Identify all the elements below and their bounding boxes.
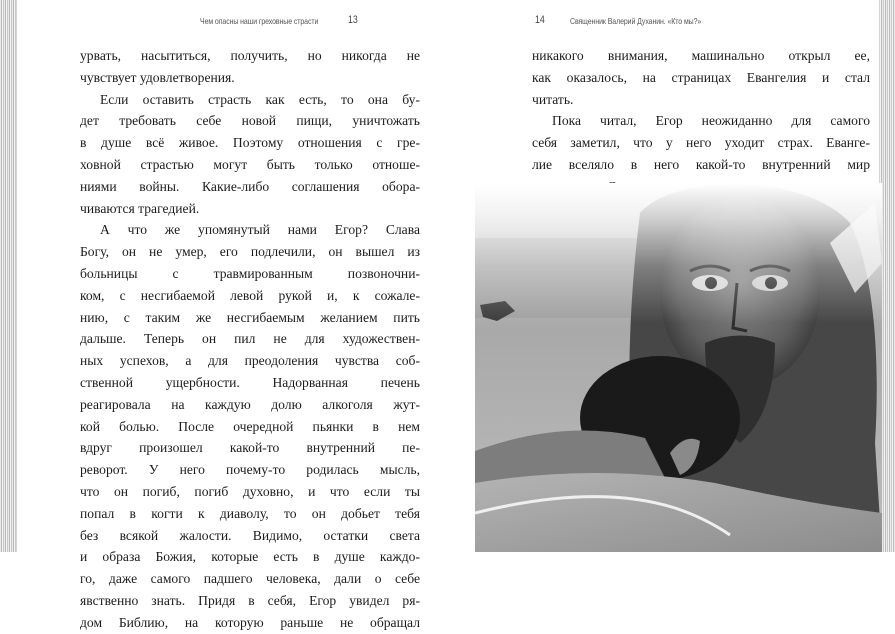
text-line: ком, с несгибаемой левой рукой и, к сожале-: [80, 287, 420, 303]
text-line: Если оставить страсть как есть, то она бу-: [100, 91, 420, 107]
text-line: ниями войны. Какие-либо соглашения обора-: [80, 178, 420, 194]
running-head: Священник Валерий Духанин. «Кто мы?»: [570, 16, 702, 26]
text-line: себя заметил, что у него уходит страх. Еванге-: [532, 135, 870, 151]
text-line: явственно знать. Придя в себя, Егор увидел ря-: [80, 592, 420, 608]
text-line: дальше. Теперь он пил не для художествен-: [80, 331, 420, 347]
text-line: лие вселяло в него какой-то внутренний мир: [532, 156, 870, 172]
text-line: больницы с травмированным позвоночни-: [80, 265, 420, 281]
page-number: 13: [348, 14, 358, 26]
text-line: реворот. У него почему-то родилась мысль,: [80, 462, 420, 478]
text-line: никакого внимания, машинально открыл ее,: [532, 48, 870, 63]
text-line: вдруг произошел какой-то внутренний пе-: [80, 440, 420, 456]
left-page: [17, 0, 447, 630]
text-line: попал в когти к диаволу, то он добьет тебя: [80, 505, 420, 521]
text-line: го, даже самого падшего человека, дали о себе: [80, 571, 420, 587]
text-line: ховной страстью могут быть только отноше-: [80, 156, 420, 172]
text-line: как оказалось, на страницах Евангелия и стал: [532, 69, 870, 85]
text-line: и образа Божия, которые есть в душе каждо-: [80, 549, 420, 565]
text-line: дет требовать себе новой пищи, уничтожать: [80, 113, 420, 129]
right-page: [448, 0, 878, 552]
text-line: чувствует удовлетворения.: [80, 69, 235, 85]
text-line: реагировала на каждую долю алкоголя жут-: [80, 396, 420, 412]
text-line: нию, с таким же несгибаемым желанием пить: [80, 309, 420, 325]
page-number: 14: [535, 14, 545, 26]
text-line: ственной ущербности. Надорванная печень: [80, 374, 420, 390]
text-line: Богу, он не умер, его подлечили, он вышел из: [80, 244, 420, 260]
text-line: читать.: [532, 91, 574, 107]
text-line: Пока читал, Егор неожиданно для самого: [552, 113, 870, 129]
text-line: урвать, насытиться, получить, но никогда не: [80, 48, 420, 63]
body-text: [80, 45, 420, 634]
text-line: что он погиб, погиб духовно, и что если ты: [80, 483, 420, 499]
text-line: без всякой жалости. Видимо, остатки света: [80, 527, 420, 543]
illustration-photo: [475, 183, 882, 552]
running-head: Чем опасны наши греховные страсти: [200, 16, 319, 26]
text-line: ных успехов, а для преодоления чувства соб-: [80, 353, 420, 369]
text-line: кой болью. После очередной пьянки в нем: [80, 418, 420, 434]
body-text: [532, 45, 870, 198]
text-line: чиваются трагедией.: [80, 200, 200, 216]
text-line: в душе всё живое. Поэтому отношения с гре-: [80, 135, 420, 151]
text-line: дом Библию, на которую раньше не обращал: [80, 614, 420, 630]
photo-image: [475, 183, 882, 552]
page-stack-edge-left: [0, 0, 17, 552]
text-line: А что же упомянутый нами Егор? Слава: [100, 222, 420, 238]
